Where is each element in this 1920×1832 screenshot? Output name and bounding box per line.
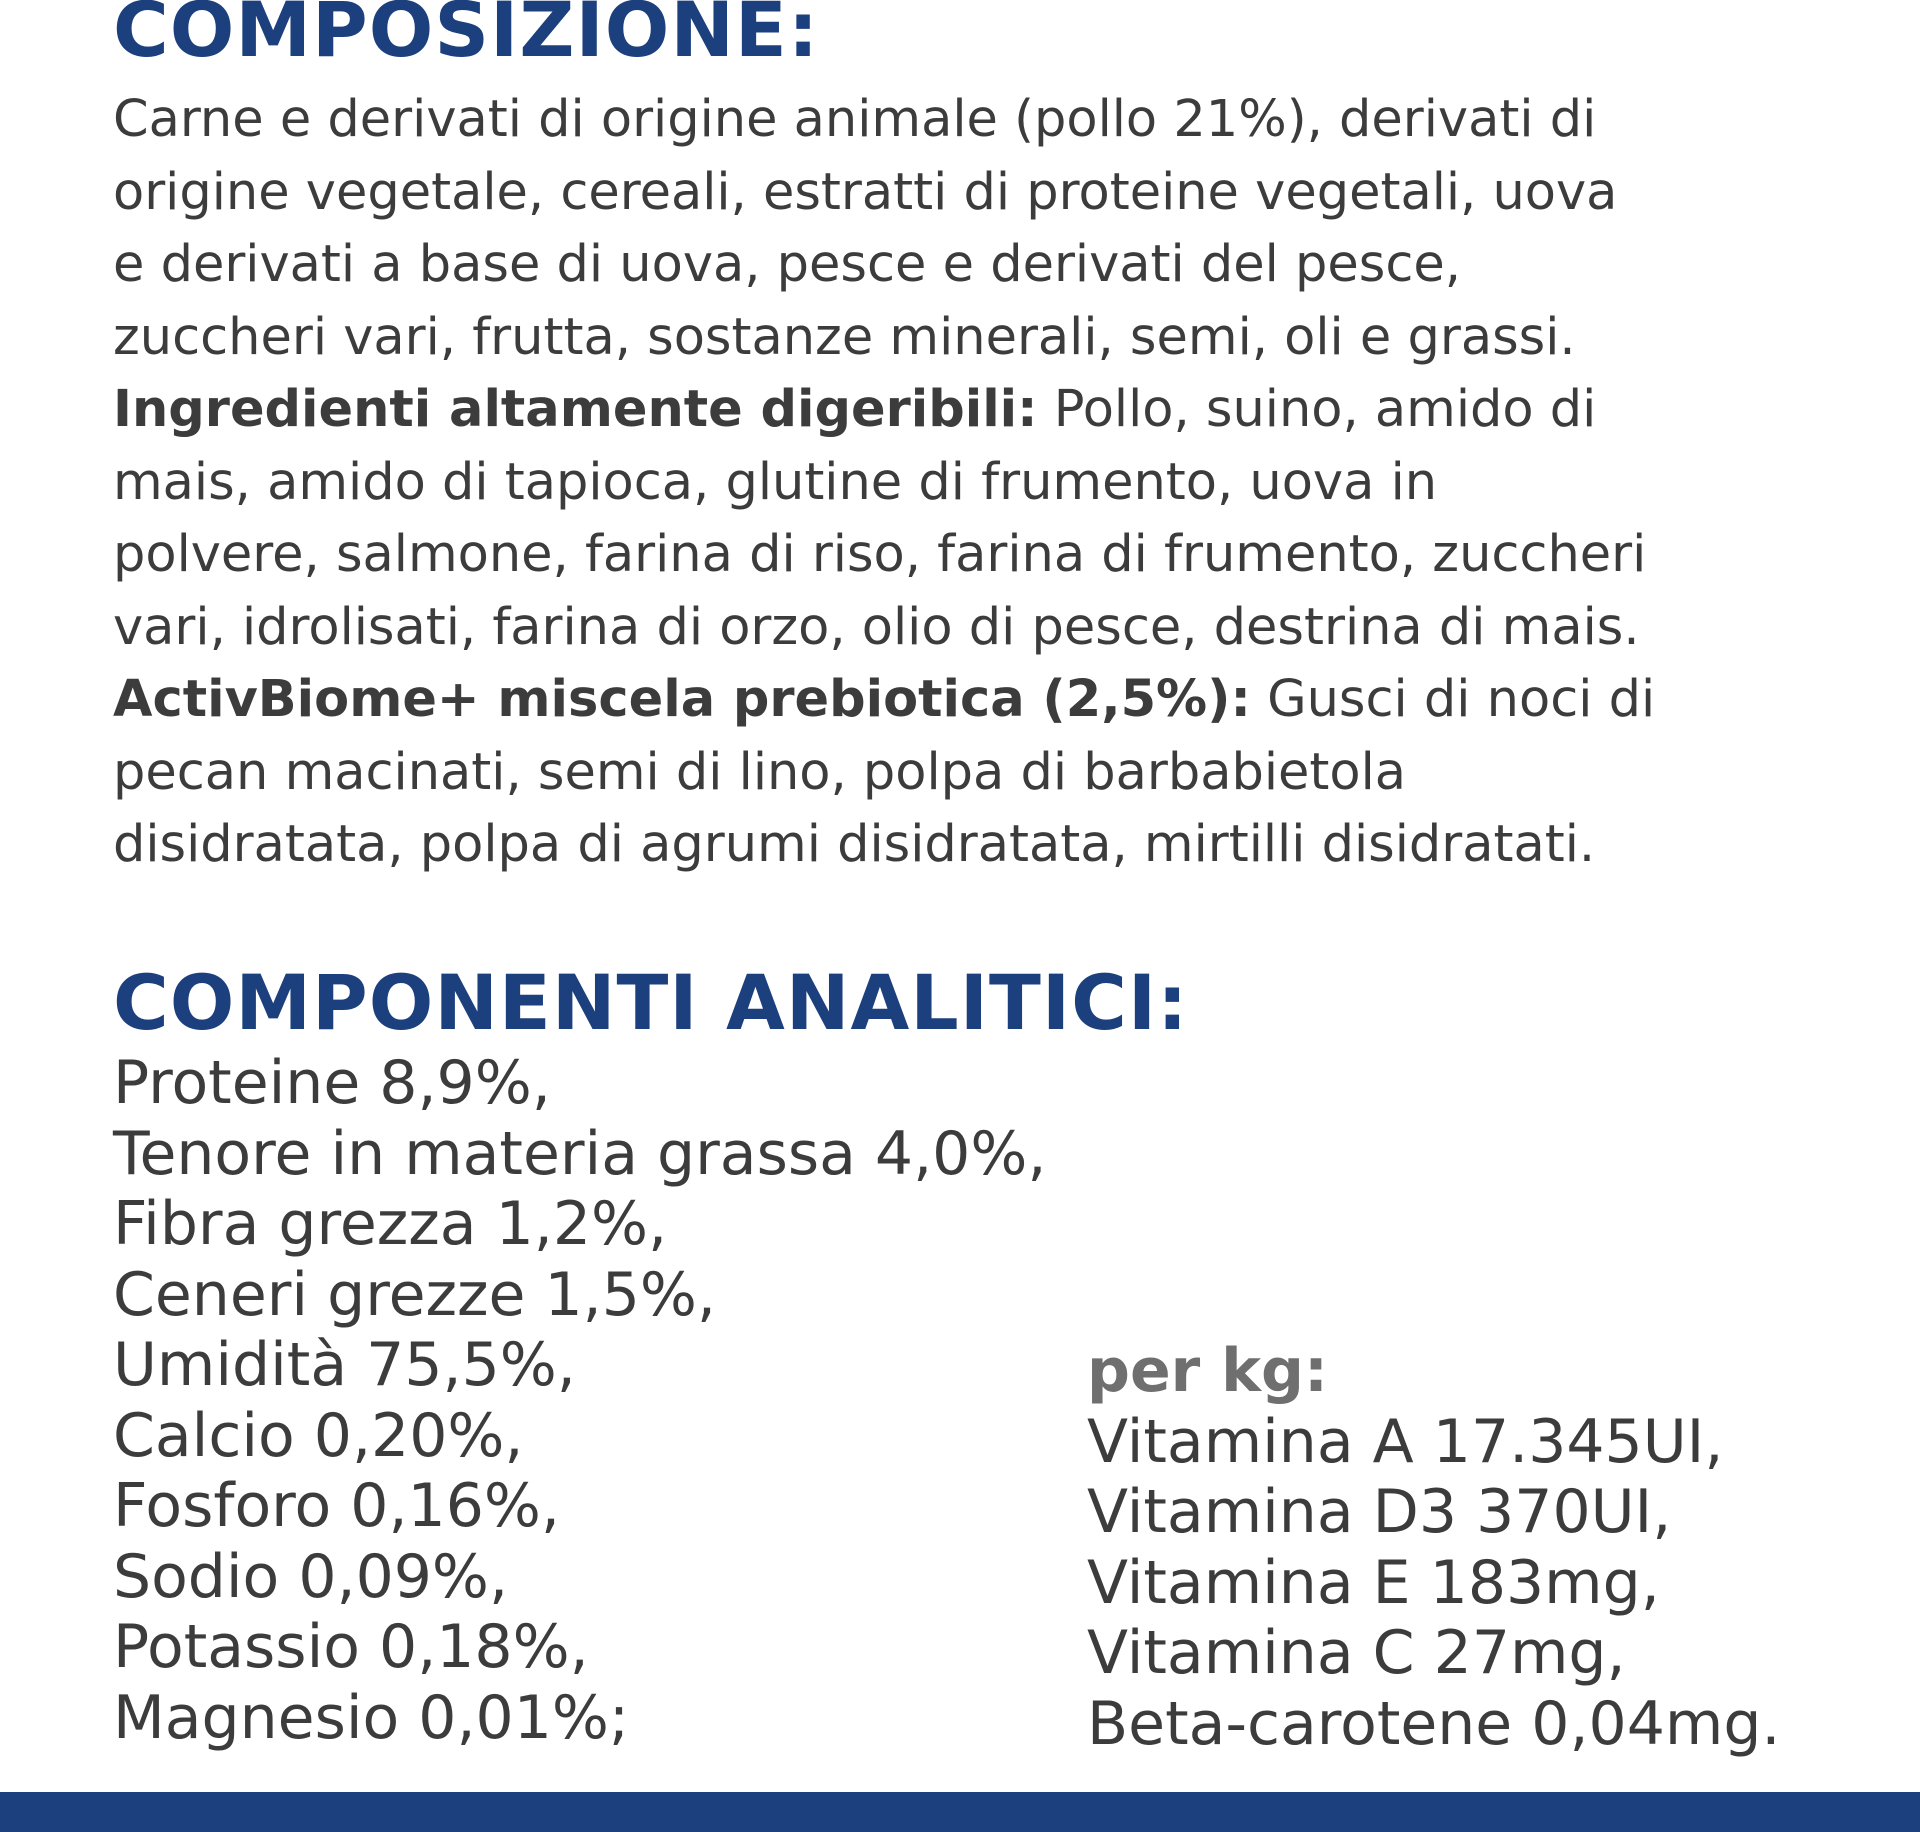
composition-line-text: pecan macinati, semi di lino, polpa di barbabietola (113, 742, 1407, 802)
composition-line-bold: Ingredienti altamente digeribili: (113, 380, 1038, 439)
vitamin-item: Vitamina A 17.345UI, (1087, 1406, 1724, 1477)
analytic-item: Sodio 0,09%, (113, 1541, 509, 1612)
composition-line-text: e derivati a base di uova, pesce e derivati del pesce, (113, 235, 1461, 294)
analytic-item: Fibra grezza 1,2%, (113, 1189, 668, 1259)
vitamins-list (1087, 1336, 1907, 1759)
composition-line (113, 737, 1873, 810)
analytic-item: Fosforo 0,16%, (113, 1471, 560, 1541)
vitamin-item: Vitamina D3 370UI, (1087, 1477, 1672, 1547)
analytics-list (113, 1048, 1113, 1753)
analytic-item: Proteine 8,9%, (113, 1048, 551, 1118)
analytic-item: Ceneri grezze 1,5%, (113, 1259, 716, 1330)
composition-line (113, 664, 1873, 737)
composition-line-text: Carne e derivati di origine animale (pollo 21%), derivati di (113, 90, 1597, 149)
composition-line-text: zuccheri vari, frutta, sostanze minerali, semi, oli e grassi. (113, 307, 1576, 367)
composition-line (113, 592, 1873, 665)
composition-line-text: polvere, salmone, farina di riso, farina di frumento, zuccheri (113, 525, 1647, 584)
composition-line (113, 229, 1873, 302)
composition-line (113, 809, 1873, 882)
composition-line-bold: ActivBiome+ miscela prebiotica (2,5%): (113, 670, 1251, 729)
analytic-item: Calcio 0,20%, (113, 1400, 524, 1471)
composition-heading: COMPOSIZIONE: (113, 0, 820, 74)
composition-line (113, 519, 1873, 592)
analytic-item: Magnesio 0,01%; (113, 1682, 630, 1753)
vitamin-item: Vitamina C 27mg, (1087, 1618, 1626, 1688)
vitamin-item: Beta-carotene 0,04mg. (1087, 1688, 1781, 1759)
analytics-heading: COMPONENTI ANALITICI: (113, 958, 1189, 1047)
composition-line-text: Pollo, suino, amido di (1037, 380, 1597, 439)
analytic-item: Tenore in materia grassa 4,0%, (113, 1118, 1047, 1189)
composition-line (113, 84, 1873, 157)
footer-bar (0, 1792, 1920, 1832)
composition-line (113, 447, 1873, 520)
composition-line-text: Gusci di noci di (1250, 670, 1656, 729)
vitamin-item: Vitamina E 183mg, (1087, 1547, 1660, 1618)
composition-line (113, 157, 1873, 230)
composition-line-text: vari, idrolisati, farina di orzo, olio di pesce, destrina di mais. (113, 597, 1640, 657)
composition-line-text: origine vegetale, cereali, estratti di proteine vegetali, uova (113, 162, 1618, 222)
composition-text (113, 84, 1873, 882)
analytic-item: Umidità 75,5%, (113, 1330, 576, 1400)
per-kg-label: per kg: (1087, 1336, 1328, 1406)
composition-line (113, 302, 1873, 375)
analytic-item: Potassio 0,18%, (113, 1612, 589, 1682)
composition-line-text: mais, amido di tapioca, glutine di frumento, uova in (113, 452, 1438, 512)
composition-line (113, 374, 1873, 447)
composition-line-text: disidratata, polpa di agrumi disidratata, mirtilli disidratati. (113, 815, 1596, 874)
